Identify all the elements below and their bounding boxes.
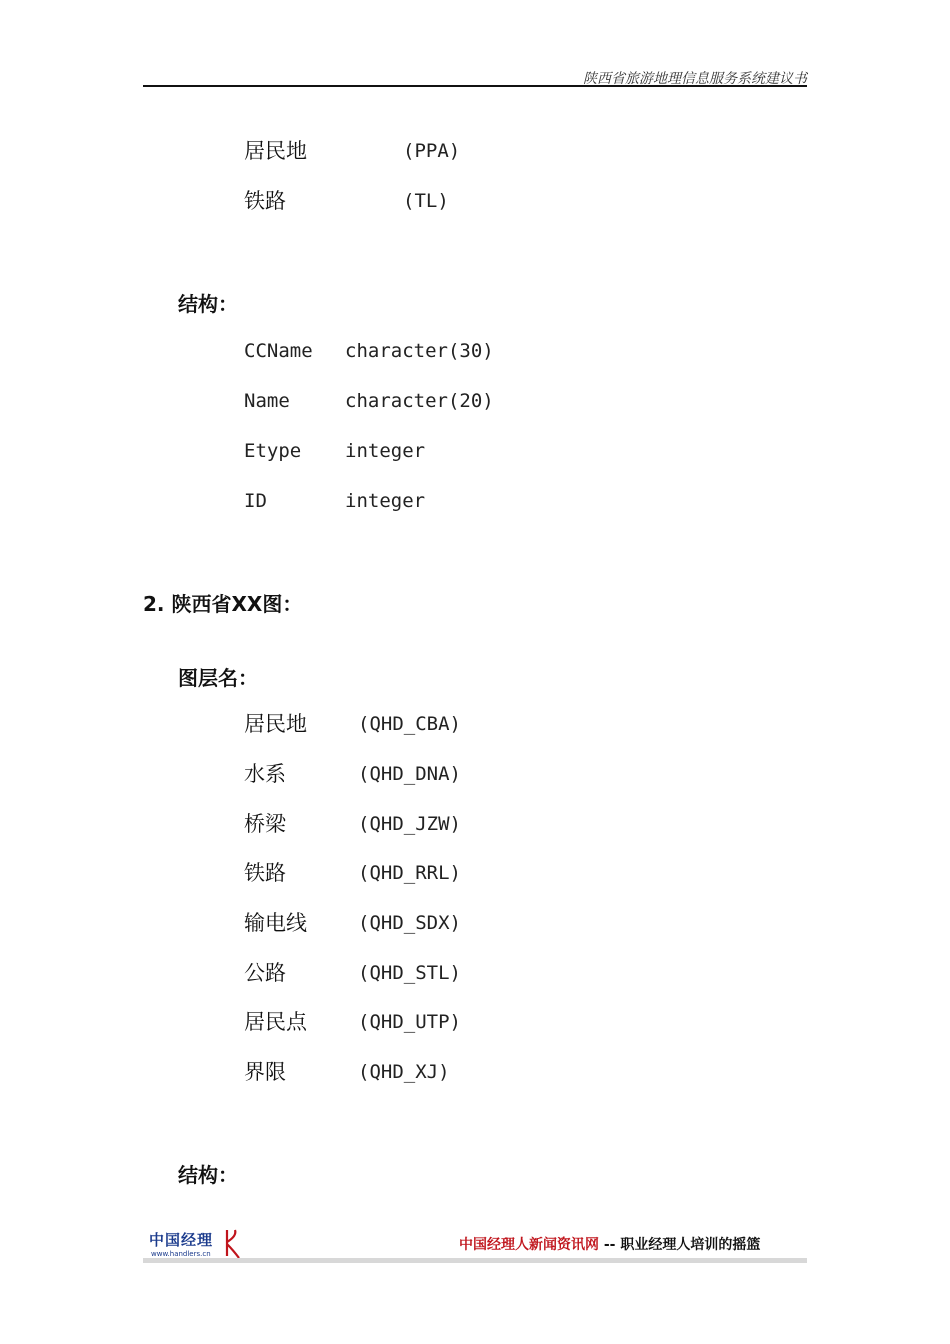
layer-code: (TL) [403,190,449,212]
layer-code: (QHD_SDX) [358,912,461,934]
structure-label: 结构： [178,1163,238,1187]
layer-name: 居民地 [244,712,307,736]
logo-mark-icon [223,1228,243,1260]
layer-code: (QHD_STL) [358,962,461,984]
layer-name-label: 图层名： [178,666,258,690]
footer-slogan [459,1234,760,1254]
layer-name: 铁路 [244,189,286,213]
page-header-title: 陕西省旅游地理信息服务系统建议书 [583,71,807,87]
field-name: Name [244,390,290,412]
layer-code: (QHD_JZW) [358,813,461,835]
layer-name: 公路 [244,961,286,985]
layer-name: 铁路 [244,861,286,885]
field-name: ID [244,490,267,512]
field-type: integer [345,490,426,512]
footer-logo [149,1228,249,1262]
layer-name: 输电线 [244,911,307,935]
layer-code: (QHD_DNA) [358,763,461,785]
layer-code: (QHD_CBA) [358,713,461,735]
layer-code: (QHD_UTP) [358,1011,461,1033]
field-name: Etype [244,440,302,462]
slogan-site-name: 中国经理人新闻资讯网 [459,1237,599,1253]
slogan-tagline: -- 职业经理人培训的摇篮 [599,1237,761,1253]
layer-name: 居民点 [244,1010,307,1034]
layer-name: 水系 [244,762,286,786]
header-rule [143,85,807,87]
layer-name: 居民地 [244,139,307,163]
logo-text: 中国经理 [149,1231,214,1249]
field-type: character(20) [345,390,494,412]
footer-divider [143,1258,807,1263]
layer-name: 界限 [244,1060,286,1084]
section-heading: 2. 陕西省XX图： [143,592,303,616]
logo-url: www.handlers.cn [151,1250,211,1258]
layer-name: 桥梁 [244,812,286,836]
field-name: CCName [244,340,313,362]
structure-label: 结构： [178,292,238,316]
layer-code: (QHD_RRL) [358,862,461,884]
field-type: character(30) [345,340,494,362]
layer-code: (PPA) [403,140,461,162]
layer-code: (QHD_XJ) [358,1061,450,1083]
field-type: integer [345,440,426,462]
